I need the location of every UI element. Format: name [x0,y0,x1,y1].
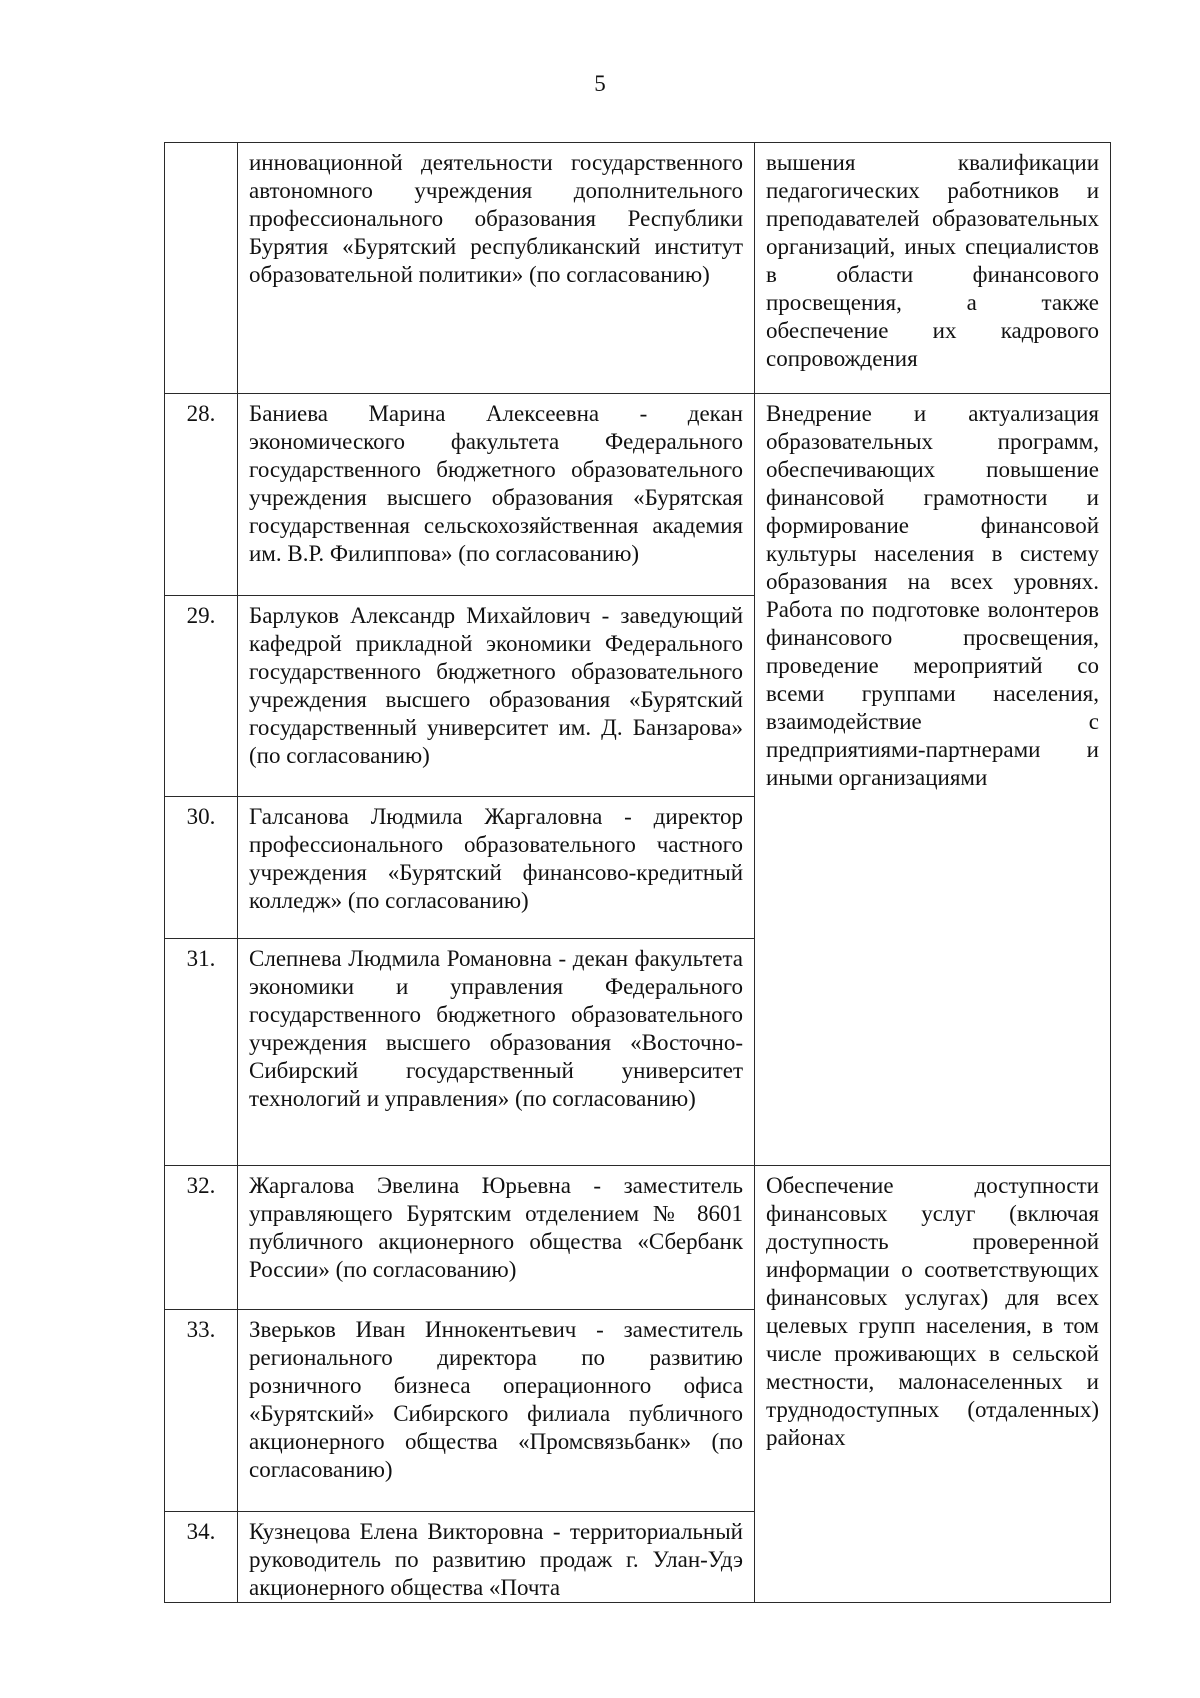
row-number: 32. [165,1166,238,1310]
table-row [165,143,1111,394]
member-name-cell: Галсанова Людмила Жаргаловна - директор профессионального образовательного частного учреждения «Бурятский финансово-кредитный колледж» (по согласованию) [238,797,755,939]
row-number: 29. [165,596,238,797]
table-row [165,1166,1111,1310]
member-name-cell: инновационной деятельности государственного автономного учреждения дополнительного профессионального образования Республики Бурятия «Бурятский республиканский институт образовательной политики» (по согласованию) [238,143,755,394]
row-number: 28. [165,394,238,596]
members-table [164,142,1111,1603]
responsibility-cell: вышения квалификации педагогических работников и преподавателей образовательных организаций, иных специалистов в области финансового просвещения, а также обеспечение их кадрового сопровождения [755,143,1111,394]
member-name-cell: Барлуков Александр Михайлович - заведующий кафедрой прикладной экономики Федерального государственного бюджетного образовательного учреждения высшего образования «Бурятский государственный университет им. Д. Банзарова» (по согласованию) [238,596,755,797]
row-number: 31. [165,939,238,1166]
table-row [165,394,1111,596]
responsibility-cell: Обеспечение доступности финансовых услуг (включая доступность проверенной информации о соответствующих финансовых услугах) для всех целевых групп населения, в том числе проживающих в сельской местности, малонаселенных и труднодоступных (отдаленных) районах [755,1166,1111,1603]
responsibility-cell: Внедрение и актуализация образовательных программ, обеспечивающих повышение финансовой грамотности и формирование финансовой культуры населения в систему образования на всех уровнях. Работа по подготовке волонтеров финансового просвещения, проведение мероприятий со всеми группами населения, взаимодействие с предприятиями-партнерами и иными организациями [755,394,1111,1166]
member-name-cell: Слепнева Людмила Романовна - декан факультета экономики и управления Федерального государственного бюджетного образовательного учреждения высшего образования «Восточно-Сибирский государственный университет технологий и управления» (по согласованию) [238,939,755,1166]
member-name-cell: Зверьков Иван Иннокентьевич - заместитель регионального директора по развитию розничного бизнеса операционного офиса «Бурятский» Сибирского филиала публичного акционерного общества «Промсвязьбанк» (по согласованию) [238,1310,755,1512]
row-number: 30. [165,797,238,939]
page-number: 5 [594,71,606,96]
member-name-cell: Баниева Марина Алексеевна - декан экономического факультета Федерального государственного бюджетного образовательного учреждения высшего образования «Бурятская государственная сельскохозяйственная академия им. В.Р. Филиппова» (по согласованию) [238,394,755,596]
row-number [165,143,238,394]
member-name-cell: Жаргалова Эвелина Юрьевна - заместитель управляющего Бурятским отделением № 8601 публичного акционерного общества «Сбербанк России» (по согласованию) [238,1166,755,1310]
row-number: 34. [165,1512,238,1603]
row-number: 33. [165,1310,238,1512]
member-name-cell: Кузнецова Елена Викторовна - территориальный руководитель по развитию продаж г. Улан-Удэ акционерного общества «Почта [238,1512,755,1603]
